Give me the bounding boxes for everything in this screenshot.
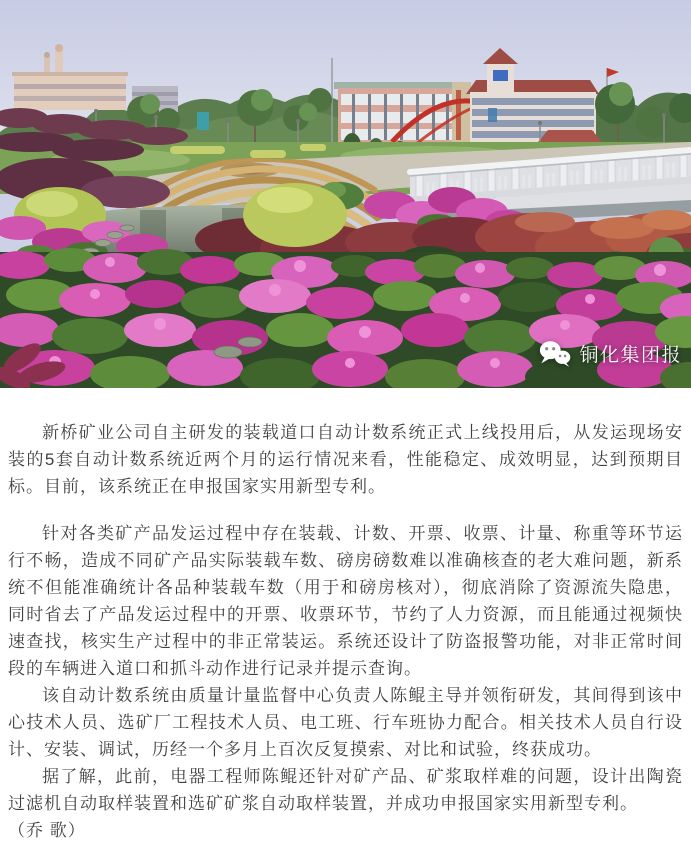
article-photo <box>0 0 691 388</box>
wechat-icon <box>538 339 572 368</box>
paragraph-1: 新桥矿业公司自主研发的装载道口自动计数系统正式上线投用后，从发运现场安装的5套自动计数系统近两个月的运行情况来看，性能稳定、成效明显，达到预期目标。目前，该系统正在申报国家实用新型专利。 <box>8 423 683 496</box>
paragraph-2: 针对各类矿产品发运过程中存在装载、计数、开票、收票、计量、称重等环节运行不畅，造成不同矿产品实际装载车数、磅房磅数难以准确核查的老大难问题，新系统不但能准确统计各品种装载车数（用于和磅房核对），彻底消除了资源流失隐患，同时省去了产品发运过程中的开票、收票环节，节约了人力资源，而且能通过视频快速查找，核实生产过程中的非正常装运。系统还设计了防盗报警功能，对非正常时间段的车辆进入道口和抓斗动作进行记录并提示查询。 <box>8 524 683 678</box>
watermark-label: 铜化集团报 <box>579 345 682 366</box>
paragraph-3: 该自动计数系统由质量计量监督中心负责人陈鲲主导并领衔研发，其间得到该中心技术人员、选矿厂工程技术人员、电工班、行车班协力配合。相关技术人员自行设计、安装、调试，历经一个多月上百次反复摸索、对比和试验，终获成功。 <box>8 686 683 759</box>
photo-illustration <box>0 0 691 388</box>
article-body <box>0 388 691 856</box>
paragraph-4: 据了解，此前，电器工程师陈鲲还针对矿产品、矿浆取样难的问题，设计出陶瓷过滤机自动取样装置和选矿矿浆自动取样装置，并成功申报国家实用新型专利。 <box>8 767 683 813</box>
watermark <box>538 339 682 368</box>
byline: （乔 歌） <box>8 821 86 840</box>
